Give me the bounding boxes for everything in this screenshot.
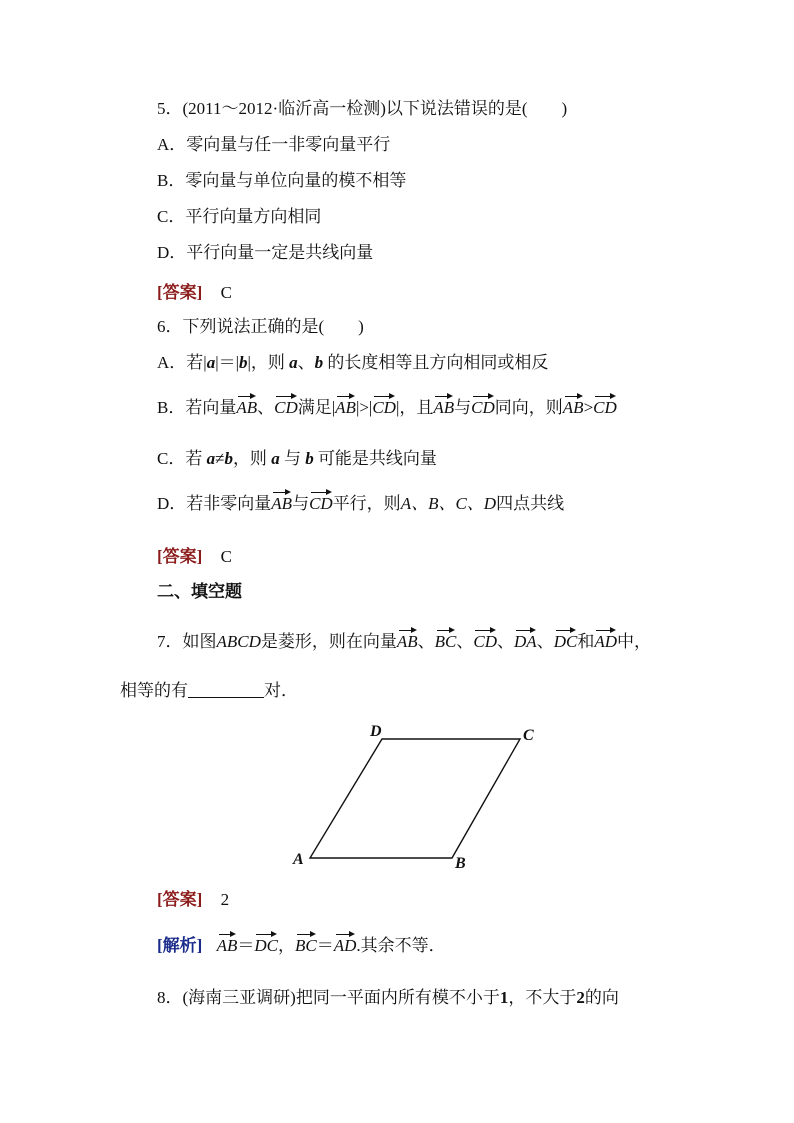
q5-answer bbox=[157, 282, 232, 304]
text: 对． bbox=[264, 681, 298, 700]
vector-b: b bbox=[314, 353, 324, 372]
text: 7．如图 bbox=[157, 632, 217, 651]
vector-b: b bbox=[305, 449, 314, 468]
text: 相等的有 bbox=[120, 681, 188, 700]
answer-tag: [答案] bbox=[157, 890, 203, 909]
text: 与 bbox=[283, 449, 301, 468]
vector-ab: AB bbox=[335, 392, 356, 415]
vector-ad: AD bbox=[594, 626, 617, 649]
vector-dc: DC bbox=[554, 626, 578, 649]
answer-value: C bbox=[220, 283, 232, 302]
text: 和 bbox=[577, 632, 595, 651]
text: .其余不等． bbox=[356, 936, 446, 955]
q7-answer bbox=[157, 889, 229, 911]
text: ≠ bbox=[215, 449, 225, 468]
label-d: D bbox=[370, 723, 382, 740]
q7-analysis bbox=[157, 930, 446, 957]
text: C．若 bbox=[157, 449, 203, 468]
label-b: B bbox=[455, 855, 466, 872]
q6-answer bbox=[157, 546, 232, 568]
points: A、B、C、D bbox=[400, 494, 497, 513]
vector-b: b bbox=[224, 449, 233, 468]
q7-stem bbox=[157, 626, 651, 653]
q8-stem bbox=[157, 987, 619, 1009]
answer-tag: [答案] bbox=[157, 283, 203, 302]
q5-stem: 5．(2011～2012·临沂高一检测)以下说法错误的是( ) bbox=[157, 99, 568, 118]
rhombus-figure bbox=[280, 712, 550, 877]
text: 可能是共线向量 bbox=[317, 449, 437, 468]
q5-option-c: C．平行向量方向相同 bbox=[157, 207, 322, 226]
text: 的向 bbox=[584, 988, 619, 1007]
vector-ab: AB bbox=[271, 488, 292, 511]
text: D．若非零向量 bbox=[157, 494, 272, 513]
text: ＝ bbox=[316, 936, 334, 955]
answer-value: 2 bbox=[220, 890, 230, 909]
text: 同向，则 bbox=[494, 398, 563, 417]
vector-cd: CD bbox=[471, 392, 495, 415]
text: 中， bbox=[617, 632, 651, 651]
label-c: C bbox=[523, 727, 534, 744]
vector-ab: AB bbox=[563, 392, 584, 415]
text: 8．(海南三亚调研)把同一平面内所有模不小于 bbox=[157, 988, 500, 1007]
text: 与 bbox=[292, 494, 310, 513]
vector-dc: DC bbox=[254, 930, 278, 953]
vector-cd: CD bbox=[473, 626, 497, 649]
text: 满足| bbox=[297, 398, 336, 417]
text: 的长度相等且方向相同或相反 bbox=[327, 353, 549, 372]
text: 、 bbox=[497, 632, 515, 651]
q5-option-a: A．零向量与任一非零向量平行 bbox=[157, 135, 391, 154]
vector-a: a bbox=[206, 353, 216, 372]
q6-option-d bbox=[157, 488, 564, 515]
text: 、 bbox=[456, 632, 474, 651]
text: 是菱形，则在向量 bbox=[260, 632, 397, 651]
vector-ab: AB bbox=[433, 392, 454, 415]
text: |>| bbox=[355, 398, 373, 417]
text: |＝| bbox=[215, 353, 239, 372]
q6-stem: 6．下列说法正确的是( ) bbox=[157, 317, 364, 336]
vector-bc: BC bbox=[295, 930, 317, 953]
vector-a: a bbox=[289, 353, 298, 372]
text: 与 bbox=[454, 398, 472, 417]
q6-option-b bbox=[157, 392, 617, 419]
text: |，则 bbox=[247, 353, 285, 372]
vector-a: a bbox=[271, 449, 280, 468]
text: 、 bbox=[257, 398, 275, 417]
analysis-tag: [解析] bbox=[157, 936, 203, 955]
vector-cd: CD bbox=[593, 392, 617, 415]
vector-da: DA bbox=[514, 626, 537, 649]
vector-ab: AB bbox=[397, 626, 418, 649]
text: > bbox=[583, 398, 594, 417]
text: ，不大于 bbox=[508, 988, 577, 1007]
vector-cd: CD bbox=[274, 392, 298, 415]
text: |，且 bbox=[395, 398, 434, 417]
text: 、 bbox=[536, 632, 554, 651]
vector-a: a bbox=[206, 449, 216, 468]
answer-blank bbox=[188, 681, 264, 698]
q6-option-a bbox=[157, 352, 548, 374]
text: 四点共线 bbox=[496, 494, 565, 513]
answer-tag: [答案] bbox=[157, 547, 203, 566]
q6-option-c bbox=[157, 448, 437, 470]
vector-ad: AD bbox=[334, 930, 357, 953]
vector-cd: CD bbox=[372, 392, 396, 415]
text: 、 bbox=[297, 353, 315, 372]
text: ，则 bbox=[232, 449, 267, 468]
vector-cd: CD bbox=[309, 488, 333, 511]
number: 1 bbox=[499, 988, 509, 1007]
section-heading: 二、填空题 bbox=[157, 582, 242, 601]
vector-ab: AB bbox=[236, 392, 257, 415]
text: ＝ bbox=[237, 936, 255, 955]
q5-option-b: B．零向量与单位向量的模不相等 bbox=[157, 171, 407, 190]
text: B．若向量 bbox=[157, 398, 237, 417]
label-a: A bbox=[293, 851, 304, 868]
vector-b: b bbox=[239, 353, 248, 372]
text: A．若| bbox=[157, 353, 207, 372]
text: 、 bbox=[417, 632, 435, 651]
text: ， bbox=[277, 936, 295, 955]
q5-option-d: D．平行向量一定是共线向量 bbox=[157, 243, 374, 262]
number: 2 bbox=[576, 988, 585, 1007]
vector-bc: BC bbox=[435, 626, 457, 649]
vector-ab: AB bbox=[217, 930, 238, 953]
answer-value: C bbox=[220, 547, 232, 566]
q7-line2 bbox=[120, 680, 298, 702]
rhombus-shape bbox=[310, 739, 520, 858]
shape-name: ABCD bbox=[216, 632, 261, 651]
text: 平行，则 bbox=[332, 494, 401, 513]
